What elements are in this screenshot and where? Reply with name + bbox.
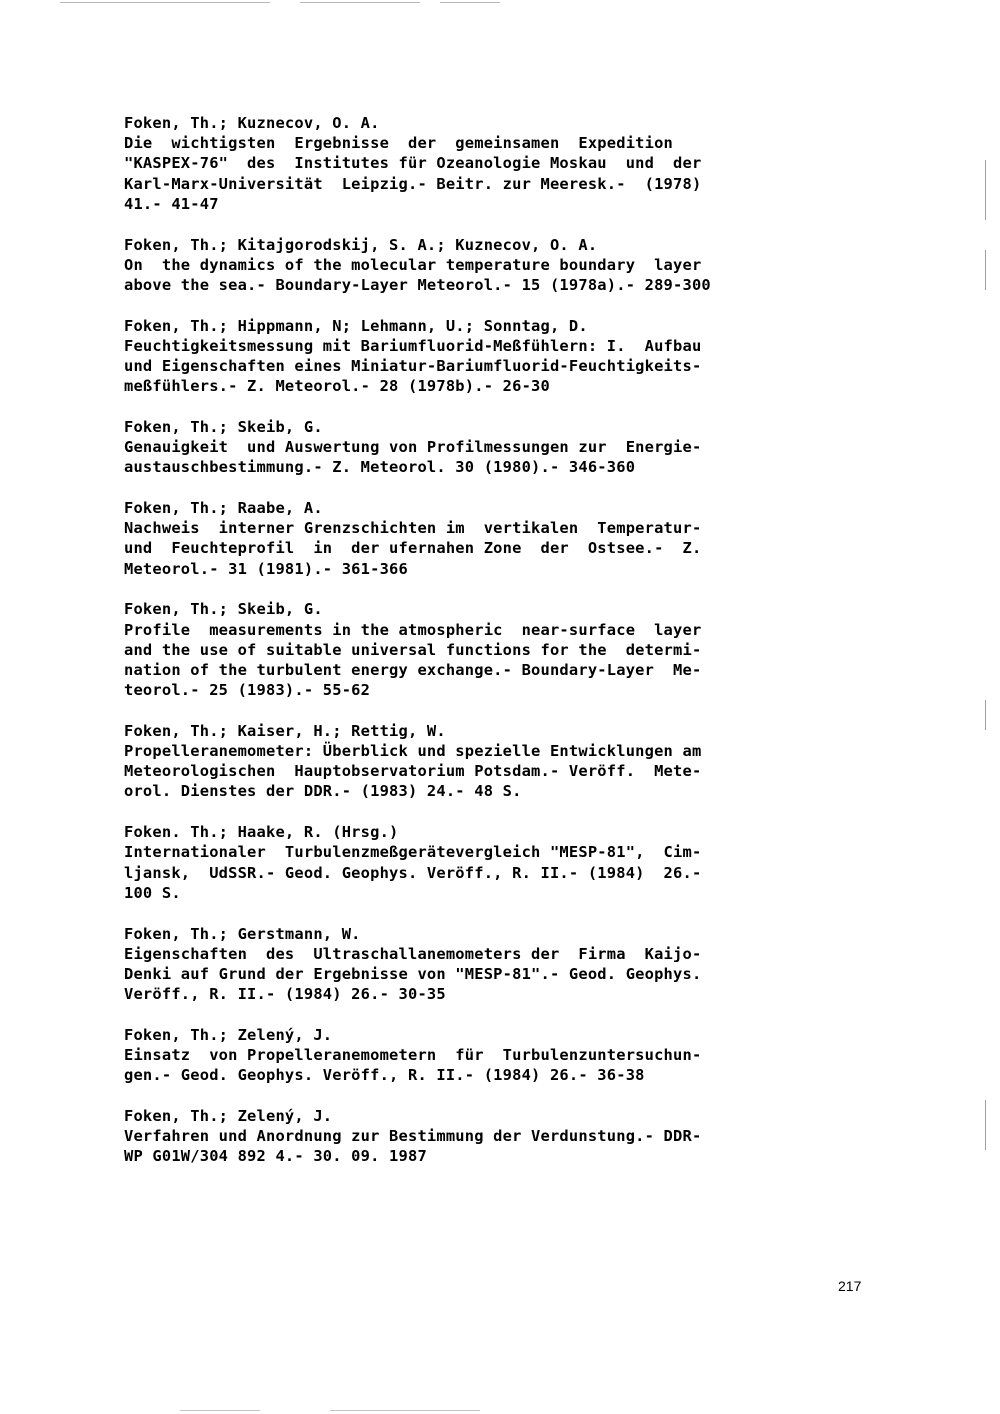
reference-authors: Foken, Th.; Kitajgorodskij, S. A.; Kuznecov, O. A. xyxy=(124,235,598,254)
reference-text-line: "KASPEX-76" des Institutes für Ozeanologie Moskau und der xyxy=(124,154,702,173)
reference-text-line: 100 S. xyxy=(124,883,181,902)
reference-text-line: Verfahren und Anordnung zur Bestimmung der Verdunstung.- DDR- xyxy=(124,1127,702,1146)
page-number: 217 xyxy=(838,1278,862,1294)
reference-text-line: teorol.- 25 (1983).- 55-62 xyxy=(124,681,371,700)
reference-list xyxy=(124,113,864,1187)
reference-text-line: Meteorologischen Hauptobservatorium Potsdam.- Veröff. Mete- xyxy=(124,762,702,781)
reference-text-line: gen.- Geod. Geophys. Veröff., R. II.- (1984) 26.- 36-38 xyxy=(124,1066,645,1085)
scan-edge-mark xyxy=(985,700,986,730)
reference-entry xyxy=(124,822,864,903)
reference-text-line: 41.- 41-47 xyxy=(124,194,219,213)
scan-edge-mark xyxy=(330,1410,480,1411)
reference-authors: Foken, Th.; Kaiser, H.; Rettig, W. xyxy=(124,721,446,740)
reference-text-line: orol. Dienstes der DDR.- (1983) 24.- 48 S. xyxy=(124,782,522,801)
reference-entry xyxy=(124,599,864,700)
reference-entry xyxy=(124,113,864,214)
scan-edge-mark xyxy=(60,2,270,3)
reference-text-line: and the use of suitable universal functions for the determi- xyxy=(124,640,702,659)
reference-authors: Foken, Th.; Skeib, G. xyxy=(124,600,323,619)
reference-text-line: Internationaler Turbulenzmeßgerätevergleich "MESP-81", Cim- xyxy=(124,843,702,862)
reference-authors: Foken. Th.; Haake, R. (Hrsg.) xyxy=(124,823,399,842)
reference-entry xyxy=(124,924,864,1005)
reference-text-line: WP G01W/304 892 4.- 30. 09. 1987 xyxy=(124,1147,427,1166)
scan-edge-mark xyxy=(985,160,986,220)
reference-text-line: ljansk, UdSSR.- Geod. Geophys. Veröff., R. II.- (1984) 26.- xyxy=(124,863,702,882)
reference-text-line: austauschbestimmung.- Z. Meteorol. 30 (1980).- 346-360 xyxy=(124,458,636,477)
scan-edge-mark xyxy=(180,1410,260,1411)
scan-edge-mark xyxy=(985,250,986,290)
reference-entry xyxy=(124,498,864,579)
reference-text-line: Meteorol.- 31 (1981).- 361-366 xyxy=(124,559,408,578)
scan-edge-mark xyxy=(440,2,500,3)
reference-text-line: Nachweis interner Grenzschichten im vertikalen Temperatur- xyxy=(124,519,702,538)
scan-edge-mark xyxy=(985,1100,986,1150)
reference-authors: Foken, Th.; Gerstmann, W. xyxy=(124,924,361,943)
reference-authors: Foken, Th.; Zelený, J. xyxy=(124,1106,333,1125)
reference-text-line: Denki auf Grund der Ergebnisse von "MESP-81".- Geod. Geophys. xyxy=(124,964,702,983)
reference-text-line: nation of the turbulent energy exchange.- Boundary-Layer Me- xyxy=(124,660,702,679)
reference-entry xyxy=(124,417,864,478)
reference-authors: Foken, Th.; Hippmann, N; Lehmann, U.; Sonntag, D. xyxy=(124,316,588,335)
reference-entry xyxy=(124,235,864,296)
reference-text-line: Einsatz von Propelleranemometern für Turbulenzuntersuchun- xyxy=(124,1046,702,1065)
reference-text-line: und Feuchteprofil in der ufernahen Zone der Ostsee.- Z. xyxy=(124,539,702,558)
reference-text-line: Karl-Marx-Universität Leipzig.- Beitr. zur Meeresk.- (1978) xyxy=(124,174,702,193)
reference-text-line: Genauigkeit und Auswertung von Profilmessungen zur Energie- xyxy=(124,438,702,457)
reference-entry xyxy=(124,721,864,802)
reference-text-line: Die wichtigsten Ergebnisse der gemeinsamen Expedition xyxy=(124,134,674,153)
reference-text-line: On the dynamics of the molecular temperature boundary layer xyxy=(124,255,702,274)
reference-text-line: Veröff., R. II.- (1984) 26.- 30-35 xyxy=(124,985,446,1004)
reference-entry xyxy=(124,316,864,397)
reference-authors: Foken, Th.; Raabe, A. xyxy=(124,499,323,518)
reference-text-line: Profile measurements in the atmospheric near-surface layer xyxy=(124,620,702,639)
reference-authors: Foken, Th.; Skeib, G. xyxy=(124,417,323,436)
reference-authors: Foken, Th.; Kuznecov, O. A. xyxy=(124,114,380,132)
reference-authors: Foken, Th.; Zelený, J. xyxy=(124,1025,333,1044)
reference-entry xyxy=(124,1106,864,1167)
scan-edge-mark xyxy=(300,2,420,3)
reference-text-line: Eigenschaften des Ultraschallanemometers der Firma Kaijo- xyxy=(124,944,702,963)
reference-text-line: above the sea.- Boundary-Layer Meteorol.- 15 (1978a).- 289-300 xyxy=(124,275,711,294)
reference-entry xyxy=(124,1025,864,1086)
reference-text-line: Propelleranemometer: Überblick und spezielle Entwicklungen am xyxy=(124,742,702,761)
reference-text-line: meßfühlers.- Z. Meteorol.- 28 (1978b).- 26-30 xyxy=(124,377,550,396)
reference-text-line: Feuchtigkeitsmessung mit Bariumfluorid-Meßfühlern: I. Aufbau xyxy=(124,336,702,355)
reference-text-line: und Eigenschaften eines Miniatur-Bariumfluorid-Feuchtigkeits- xyxy=(124,357,702,376)
